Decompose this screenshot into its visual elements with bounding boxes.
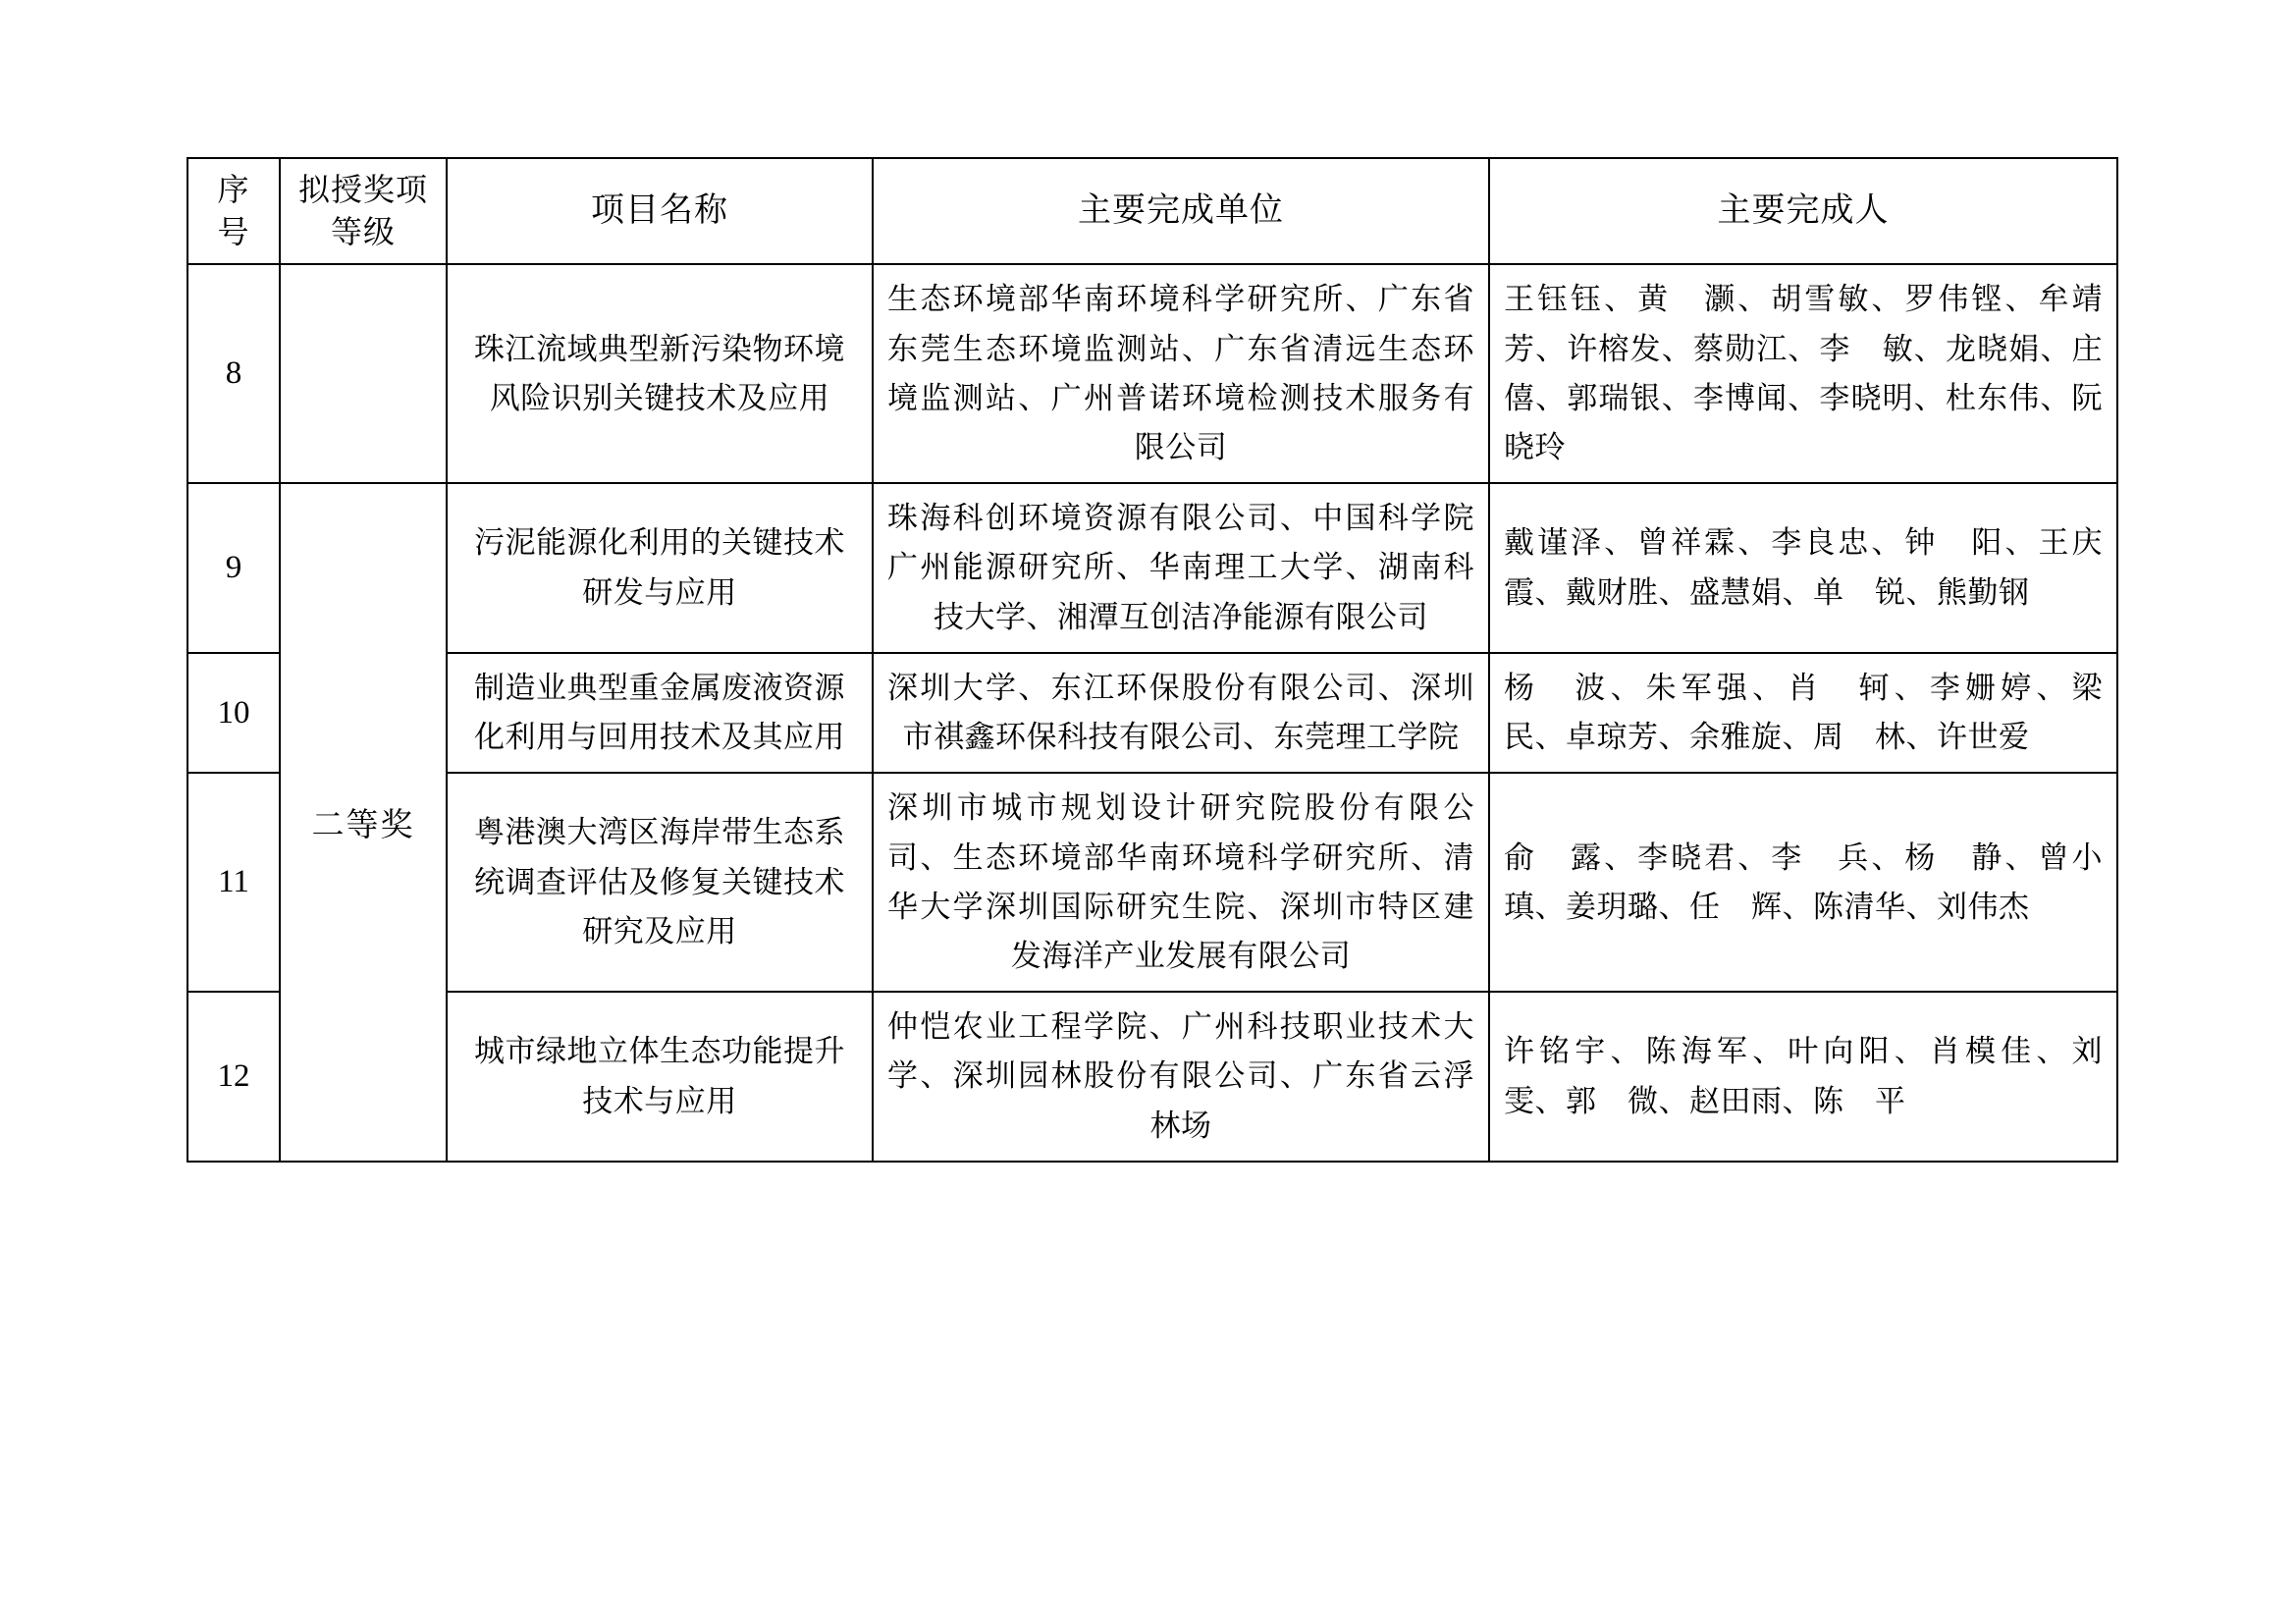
table-row xyxy=(187,992,2117,1162)
table-row xyxy=(187,483,2117,653)
table-header xyxy=(187,158,2117,264)
row-number: 9 xyxy=(187,483,280,653)
award-list-table xyxy=(187,157,2134,1163)
column-header-level-line1: 拟授奖项 xyxy=(297,172,428,207)
project-name: 珠江流域典型新污染物环境风险识别关键技术及应用 xyxy=(447,264,873,483)
table-row xyxy=(187,264,2117,483)
column-header-no xyxy=(187,158,280,264)
project-name: 制造业典型重金属废液资源化利用与回用技术及其应用 xyxy=(447,653,873,773)
award-level-group: 二等奖 xyxy=(280,483,447,1162)
column-header-no-line1: 序 xyxy=(217,172,250,207)
column-header-units: 主要完成单位 xyxy=(873,158,1489,264)
row-number: 11 xyxy=(187,773,280,992)
completing-units: 珠海科创环境资源有限公司、中国科学院广州能源研究所、华南理工大学、湖南科技大学、湘潭互创洁净能源有限公司 xyxy=(873,483,1489,653)
row-number: 10 xyxy=(187,653,280,773)
completing-units: 仲恺农业工程学院、广州科技职业技术大学、深圳园林股份有限公司、广东省云浮林场 xyxy=(873,992,1489,1162)
completing-units: 生态环境部华南环境科学研究所、广东省东莞生态环境监测站、广东省清远生态环境监测站、广州普诺环境检测技术服务有限公司 xyxy=(873,264,1489,483)
table-header-row xyxy=(187,158,2117,264)
table-row xyxy=(187,653,2117,773)
completing-people: 杨 波、朱军强、肖 轲、李姗婷、梁 民、卓琼芳、余雅旋、周 林、许世爱 xyxy=(1489,653,2117,773)
completing-units: 深圳市城市规划设计研究院股份有限公司、生态环境部华南环境科学研究所、清华大学深圳国际研究生院、深圳市特区建发海洋产业发展有限公司 xyxy=(873,773,1489,992)
column-header-project: 项目名称 xyxy=(447,158,873,264)
column-header-level xyxy=(280,158,447,264)
column-header-people: 主要完成人 xyxy=(1489,158,2117,264)
column-header-no-line2: 号 xyxy=(217,214,250,250)
completing-people: 王钰钰、黄 灏、胡雪敏、罗伟铿、牟靖芳、许榕发、蔡勋江、李 敏、龙晓娟、庄 僖、郭瑞银、李博闻、李晓明、杜东伟、阮晓玲 xyxy=(1489,264,2117,483)
project-name: 粤港澳大湾区海岸带生态系统调查评估及修复关键技术研究及应用 xyxy=(447,773,873,992)
completing-units: 深圳大学、东江环保股份有限公司、深圳市祺鑫环保科技有限公司、东莞理工学院 xyxy=(873,653,1489,773)
completing-people: 许铭宇、陈海军、叶向阳、肖模佳、刘 雯、郭 微、赵田雨、陈 平 xyxy=(1489,992,2117,1162)
table-row xyxy=(187,773,2117,992)
completing-people: 俞 露、李晓君、李 兵、杨 静、曾小瑱、姜玥璐、任 辉、陈清华、刘伟杰 xyxy=(1489,773,2117,992)
table-body xyxy=(187,264,2134,1162)
completing-people: 戴谨泽、曾祥霖、李良忠、钟 阳、王庆霞、戴财胜、盛慧娟、单 锐、熊勤钢 xyxy=(1489,483,2117,653)
row-number: 12 xyxy=(187,992,280,1162)
column-header-level-line2: 等级 xyxy=(330,214,396,250)
project-name: 污泥能源化利用的关键技术研发与应用 xyxy=(447,483,873,653)
project-name: 城市绿地立体生态功能提升技术与应用 xyxy=(447,992,873,1162)
award-level-blank xyxy=(280,264,447,483)
row-number: 8 xyxy=(187,264,280,483)
